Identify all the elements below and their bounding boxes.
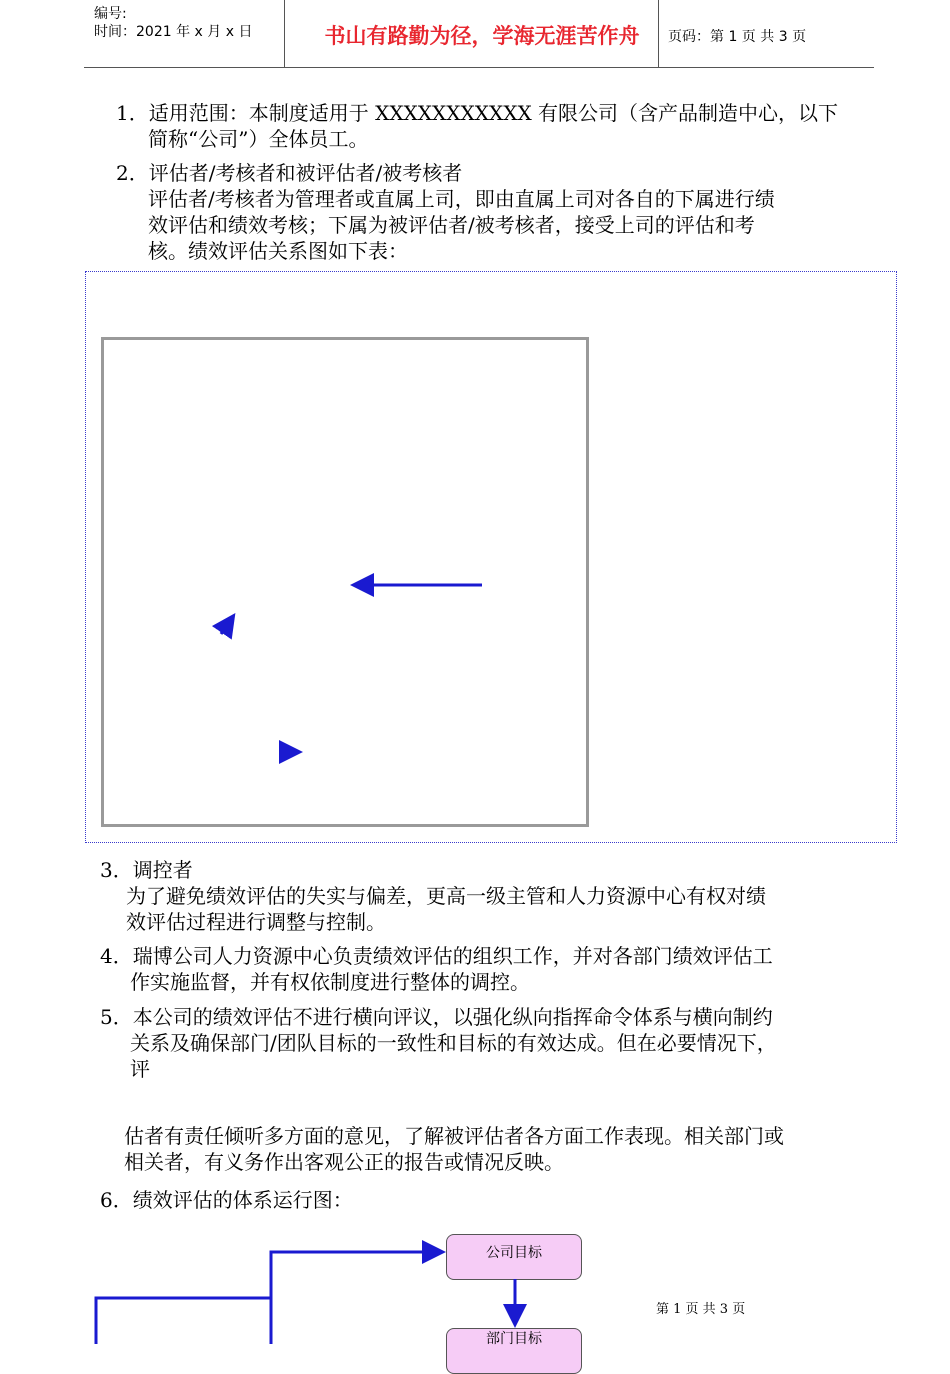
footer-page-number: 第 1 页 共 3 页 xyxy=(656,1302,746,1317)
section-3-title: 3．调控者 xyxy=(100,858,193,882)
section-2-title: 2．评估者/考核者和被评估者/被考核者 xyxy=(116,161,463,185)
section-3-line-2: 效评估过程进行调整与控制。 xyxy=(126,910,386,934)
section-2-line-1: 评估者/考核者为管理者或直属上司，即由直属上司对各自的下属进行绩 xyxy=(148,187,775,211)
header-page-label: 页码：第 1 页 共 3 页 xyxy=(668,29,807,45)
section-5-line-4: 估者有责任倾听多方面的意见，了解被评估者各方面工作表现。相关部门或 xyxy=(124,1124,784,1148)
flow-connector-to-company-goal xyxy=(271,1252,440,1344)
relationship-arrow-up xyxy=(221,618,232,634)
header-motto: 书山有路勤为径，学海无涯苦作舟 xyxy=(324,24,640,48)
section-1-line-1: 1．适用范围：本制度适用于 XXXXXXXXXXX 有限公司（含产品制造中心，以下 xyxy=(116,101,839,125)
section-5-line-3: 评 xyxy=(130,1057,150,1081)
flow-node-department-goal-label: 部门目标 xyxy=(486,1331,542,1347)
section-5-line-1: 5．本公司的绩效评估不进行横向评议，以强化纵向指挥命令体系与横向制约 xyxy=(100,1005,773,1029)
section-1-line-2: 简称“公司”）全体员工。 xyxy=(148,127,369,151)
section-2-line-3: 核。绩效评估关系图如下表： xyxy=(148,239,408,263)
section-2-line-2: 效评估和绩效考核；下属为被评估者/被考核者，接受上司的评估和考 xyxy=(148,213,755,237)
section-5-line-2: 关系及确保部门/团队目标的一致性和目标的有效达成。但在必要情况下， xyxy=(130,1031,777,1055)
flow-node-company-goal-label: 公司目标 xyxy=(486,1245,542,1261)
section-5-line-5: 相关者，有义务作出客观公正的报告或情况反映。 xyxy=(124,1150,564,1174)
doc-number-label: 编号: xyxy=(94,6,127,22)
section-3-line-1: 为了避免绩效评估的失实与偏差，更高一级主管和人力资源中心有权对绩 xyxy=(126,884,766,908)
section-4-line-2: 作实施监督，并有权依制度进行整体的调控。 xyxy=(130,970,530,994)
section-4-line-1: 4．瑞博公司人力资源中心负责绩效评估的组织工作，并对各部门绩效评估工 xyxy=(100,944,773,968)
flow-connector-outer xyxy=(96,1298,271,1344)
section-6-title: 6．绩效评估的体系运行图： xyxy=(100,1188,353,1212)
doc-time-label: 时间：2021 年 x 月 x 日 xyxy=(94,24,253,40)
